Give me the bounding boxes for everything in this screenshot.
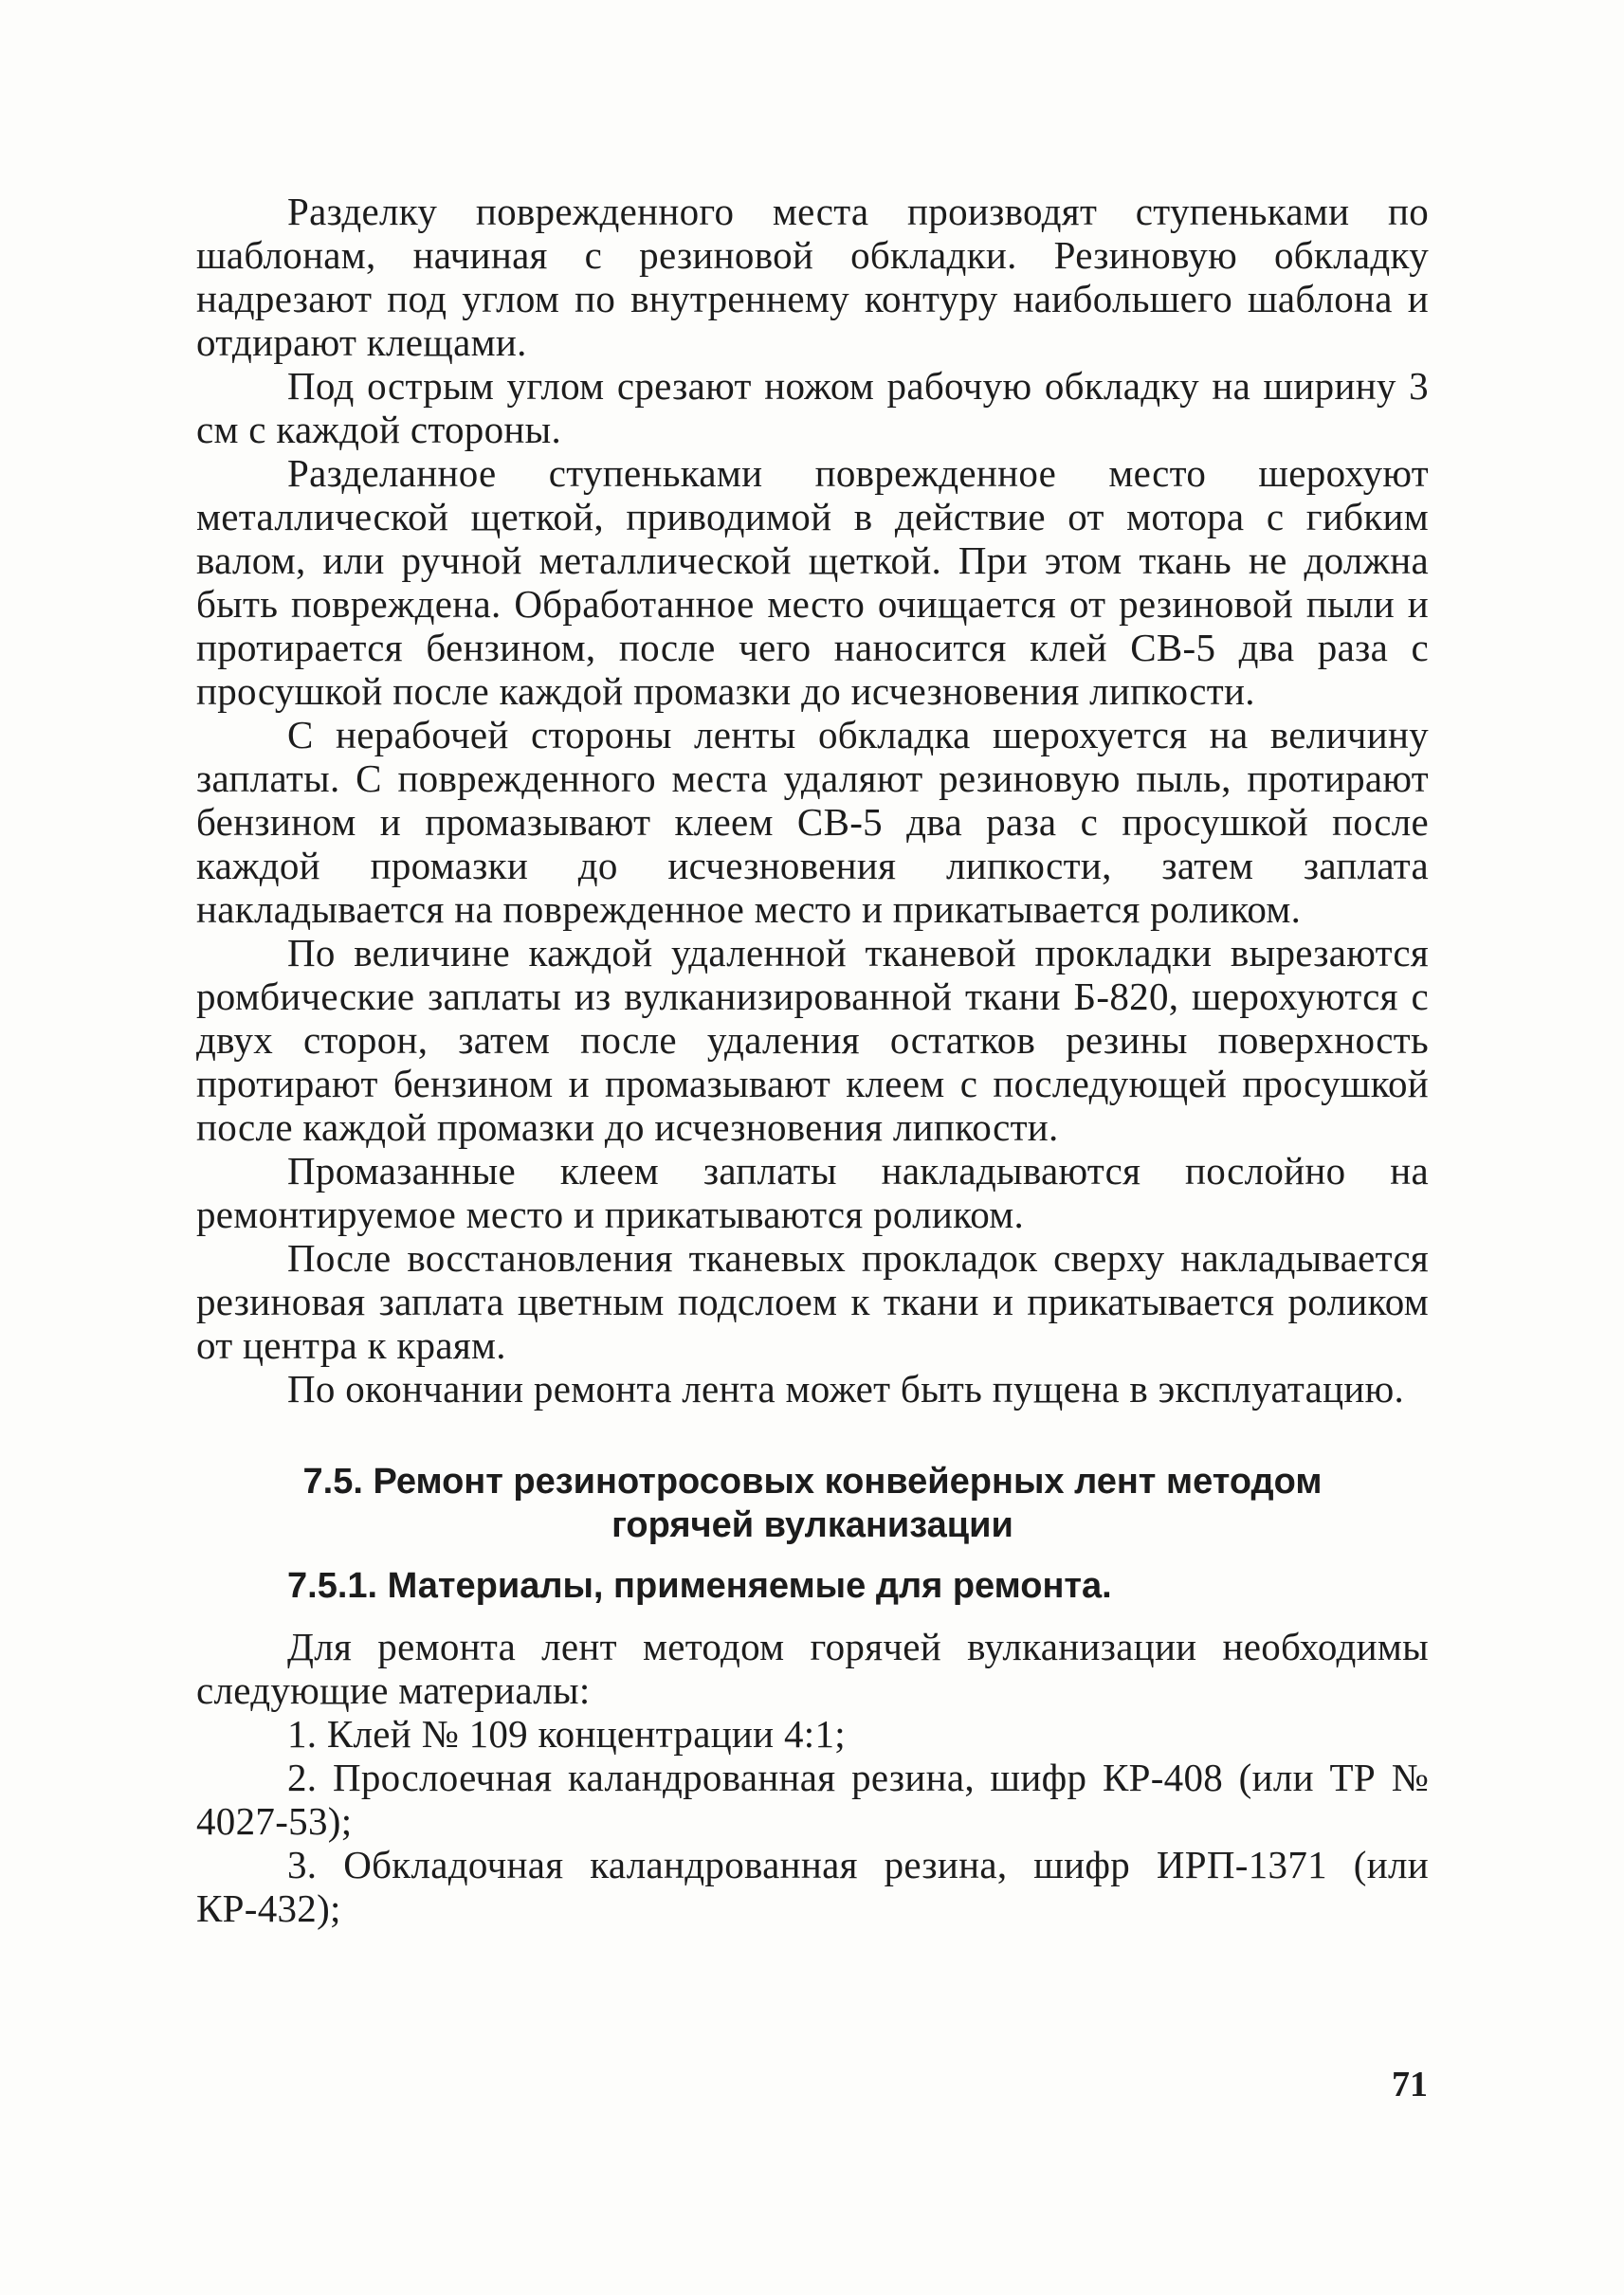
paragraph-materials-intro: Для ремонта лент методом горячей вулканизации необходимы следующие материалы:: [196, 1625, 1429, 1712]
list-item-glue: 1. Клей № 109 концентрации 4:1;: [287, 1712, 846, 1756]
paragraph-cutting: Разделку поврежденного места производят ступеньками по шаблонам, начиная с резиновой обкладки. Резиновую обкладку надрезают под углом по внутреннему контуру наибольшего шаблона и отдирают клещами.: [196, 190, 1429, 364]
paragraph-layering: Промазанные клеем заплаты накладываются послойно на ремонтируемое место и прикатываются роликом.: [196, 1149, 1429, 1236]
paragraph-roughening: Разделанное ступеньками поврежденное место шерохуют металлической щеткой, приводимой в действие от мотора с гибким валом, или ручной металлической щеткой. При этом ткань не должна быть повреждена. Обработанное место очищается от резиновой пыли и протирается бензином, после чего наносится клей СВ-5 два раза с просушкой после каждой промазки до исчезновения липкости.: [196, 451, 1429, 713]
paragraph-cover-cut: Под острым углом срезают ножом рабочую обкладку на ширину 3 см с каждой стороны.: [196, 364, 1429, 451]
list-item-cover-rubber: 3. Обкладочная каландрованная резина, шифр ИРП-1371 (или КР-432);: [196, 1843, 1429, 1930]
paragraph-rhombic-patches: По величине каждой удаленной тканевой прокладки вырезаются ромбические заплаты из вулканизированной ткани Б-820, шерохуются с двух сторон, затем после удаления остатков резины поверхность протирают бензином и промазывают клеем с последующей просушкой после каждой промазки до исчезновения липкости.: [196, 931, 1429, 1149]
section-heading: 7.5. Ремонт резинотросовых конвейерных лент методом горячей вулканизации: [302, 1462, 1323, 1545]
page-number: 71: [1392, 2065, 1428, 2104]
paragraph-nonworking-side: С нерабочей стороны ленты обкладка шерохуется на величину заплаты. С поврежденного места удаляют резиновую пыль, протирают бензином и промазывают клеем СВ-5 два раза с просушкой после каждой промазки до исчезновения липкости, затем заплата накладывается на поврежденное место и прикатывается роликом.: [196, 713, 1429, 931]
paragraph-operation: По окончании ремонта лента может быть пущена в эксплуатацию.: [287, 1367, 1405, 1411]
paragraph-rubber-patch: После восстановления тканевых прокладок сверху накладывается резиновая заплата цветным подслоем к ткани и прикатывается роликом от центра к краям.: [196, 1236, 1429, 1367]
list-item-interlayer-rubber: 2. Прослоечная каландрованная резина, шифр КР-408 (или ТР № 4027-53);: [196, 1756, 1429, 1843]
subsection-heading: 7.5.1. Материалы, применяемые для ремонта.: [287, 1566, 1112, 1606]
page-text: [196, 190, 1429, 1930]
